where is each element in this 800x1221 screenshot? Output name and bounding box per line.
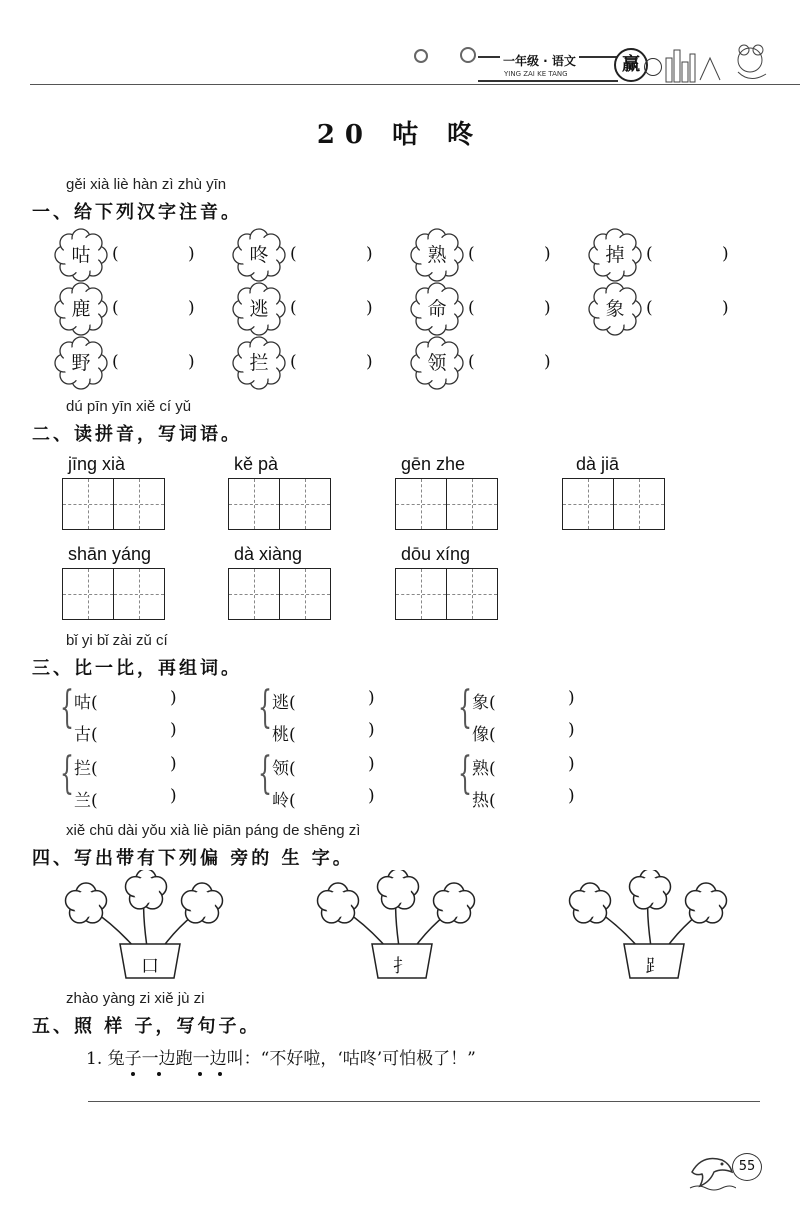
pinyin-answer-blank[interactable] bbox=[300, 352, 366, 374]
header-grade: 一年级 · 语文 bbox=[500, 52, 579, 69]
tianzige-box[interactable] bbox=[113, 568, 165, 620]
dolphin-icon bbox=[688, 1150, 736, 1192]
word-pinyin: shān yáng bbox=[68, 544, 152, 564]
compare-paren-close: ) bbox=[368, 754, 375, 774]
section1-pinyin: gěi xià liè hàn zì zhù yīn bbox=[66, 176, 227, 193]
answer-paren-close: ) bbox=[722, 298, 729, 318]
flower-char-label: 咕 bbox=[71, 244, 91, 266]
flower-char-label: 逃 bbox=[249, 298, 269, 320]
flower-char bbox=[54, 336, 108, 390]
section3-pinyin: bǐ yi bǐ zài zǔ cí bbox=[66, 632, 168, 649]
compare-paren-close: ) bbox=[568, 688, 575, 708]
compare-paren-close: ) bbox=[170, 786, 177, 806]
compare-char: 古( bbox=[74, 725, 98, 745]
flowerpot bbox=[314, 870, 484, 986]
header-win-badge: 赢 bbox=[614, 48, 648, 82]
tianzige-box[interactable] bbox=[113, 478, 165, 530]
answer-paren-open: ( bbox=[112, 244, 119, 264]
compare-paren-close: ) bbox=[368, 720, 375, 740]
word-pinyin: gēn zhe bbox=[401, 454, 466, 474]
page-number: 55 bbox=[732, 1153, 762, 1181]
compare-char: 兰( bbox=[74, 791, 98, 811]
section5-heading: 五、照 样 子，写句子。 bbox=[32, 1016, 261, 1037]
compare-brace: { bbox=[60, 682, 74, 733]
section1-heading: 一、给下列汉字注音。 bbox=[32, 202, 242, 223]
flower-char-label: 拦 bbox=[249, 352, 269, 374]
emphasis-dot bbox=[131, 1072, 135, 1076]
word-answer-blank[interactable] bbox=[504, 688, 566, 710]
answer-paren-open: ( bbox=[112, 298, 119, 318]
word-answer-blank[interactable] bbox=[504, 786, 566, 808]
compare-paren-close: ) bbox=[368, 786, 375, 806]
tianzige-box[interactable] bbox=[228, 568, 280, 620]
compare-paren-close: ) bbox=[568, 786, 575, 806]
flower-char-label: 鹿 bbox=[71, 298, 91, 320]
header-rule bbox=[30, 84, 800, 85]
tianzige-box[interactable] bbox=[228, 478, 280, 530]
answer-paren-open: ( bbox=[290, 298, 297, 318]
flower-char-label: 象 bbox=[605, 298, 625, 320]
flower-char bbox=[410, 228, 464, 282]
compare-char: 岭( bbox=[272, 791, 296, 811]
compare-char: 逃( bbox=[272, 693, 296, 713]
word-answer-blank[interactable] bbox=[106, 720, 168, 742]
section2-heading: 二、读拼音，写词语。 bbox=[32, 424, 242, 445]
compare-brace: { bbox=[458, 748, 472, 799]
compare-char: 拦( bbox=[74, 759, 98, 779]
answer-paren-open: ( bbox=[290, 244, 297, 264]
flower-char bbox=[54, 228, 108, 282]
word-answer-blank[interactable] bbox=[304, 754, 366, 776]
compare-char: 领( bbox=[272, 759, 296, 779]
compare-paren-close: ) bbox=[568, 754, 575, 774]
flower-char bbox=[232, 228, 286, 282]
section4-pinyin: xiě chū dài yǒu xià liè piān páng de shēng zì bbox=[66, 822, 361, 839]
answer-paren-open: ( bbox=[468, 352, 475, 372]
tianzige-box[interactable] bbox=[395, 568, 447, 620]
flower-char-label: 野 bbox=[71, 352, 91, 374]
answer-paren-open: ( bbox=[290, 352, 297, 372]
flower-char bbox=[54, 282, 108, 336]
tianzige-box[interactable] bbox=[279, 568, 331, 620]
section3-heading: 三、比一比，再组词。 bbox=[32, 658, 242, 679]
soccer-ball-icon bbox=[644, 58, 662, 76]
compare-paren-close: ) bbox=[368, 688, 375, 708]
pinyin-answer-blank[interactable] bbox=[300, 298, 366, 320]
flower-char-label: 咚 bbox=[249, 244, 269, 266]
word-pinyin: kě pà bbox=[234, 454, 279, 474]
word-pinyin: jīng xià bbox=[68, 454, 126, 474]
flowerpot bbox=[62, 870, 232, 986]
emphasis-dot bbox=[157, 1072, 161, 1076]
pinyin-answer-blank[interactable] bbox=[300, 244, 366, 266]
answer-paren-open: ( bbox=[468, 298, 475, 318]
tianzige-box[interactable] bbox=[562, 478, 614, 530]
word-answer-blank[interactable] bbox=[504, 720, 566, 742]
emphasis-dot bbox=[198, 1072, 202, 1076]
word-pinyin: dōu xíng bbox=[401, 544, 471, 564]
tianzige-box[interactable] bbox=[62, 568, 114, 620]
answer-paren-close: ) bbox=[722, 244, 729, 264]
flower-char bbox=[232, 282, 286, 336]
flower-char-label: 掉 bbox=[605, 244, 625, 266]
compare-char: 热( bbox=[472, 791, 496, 811]
compare-brace: { bbox=[60, 748, 74, 799]
header-dot-icon bbox=[460, 47, 476, 63]
pinyin-answer-blank[interactable] bbox=[478, 352, 544, 374]
answer-paren-open: ( bbox=[468, 244, 475, 264]
pinyin-answer-blank[interactable] bbox=[656, 244, 722, 266]
answer-paren-close: ) bbox=[188, 298, 195, 318]
flower-char bbox=[232, 336, 286, 390]
word-answer-blank[interactable] bbox=[304, 786, 366, 808]
word-answer-blank[interactable] bbox=[304, 688, 366, 710]
header-dot-icon bbox=[414, 49, 428, 63]
flower-char-label: 熟 bbox=[427, 244, 447, 266]
compare-char: 像( bbox=[472, 725, 496, 745]
word-pinyin: dà jiā bbox=[576, 454, 620, 474]
compare-char: 咕( bbox=[74, 693, 98, 713]
answer-paren-close: ) bbox=[366, 352, 373, 372]
compare-paren-close: ) bbox=[170, 688, 177, 708]
section5-pinyin: zhào yàng zi xiě jù zi bbox=[66, 990, 205, 1007]
tianzige-box[interactable] bbox=[62, 478, 114, 530]
compare-char: 象( bbox=[472, 693, 496, 713]
answer-paren-close: ) bbox=[544, 298, 551, 318]
compare-paren-close: ) bbox=[568, 720, 575, 740]
lesson-title: 20 咕 咚 bbox=[316, 120, 484, 150]
word-answer-blank[interactable] bbox=[106, 754, 168, 776]
flowerpot bbox=[566, 870, 736, 986]
flower-char bbox=[588, 228, 642, 282]
emphasis-dot bbox=[218, 1072, 222, 1076]
compare-brace: { bbox=[258, 748, 272, 799]
compare-char: 桃( bbox=[272, 725, 296, 745]
answer-paren-close: ) bbox=[366, 298, 373, 318]
word-answer-blank[interactable] bbox=[304, 720, 366, 742]
compare-brace: { bbox=[458, 682, 472, 733]
answer-paren-close: ) bbox=[188, 352, 195, 372]
tianzige-box[interactable] bbox=[279, 478, 331, 530]
radical-label: 扌 bbox=[393, 956, 411, 977]
radical-label: ⻊ bbox=[645, 956, 663, 977]
pinyin-answer-blank[interactable] bbox=[656, 298, 722, 320]
word-answer-blank[interactable] bbox=[106, 688, 168, 710]
answer-paren-close: ) bbox=[544, 244, 551, 264]
flower-char bbox=[588, 282, 642, 336]
header-subtitle: YING ZAI KE TANG bbox=[504, 70, 568, 78]
compare-paren-close: ) bbox=[170, 720, 177, 740]
footer-rule bbox=[88, 1101, 760, 1102]
flower-char bbox=[410, 336, 464, 390]
answer-paren-open: ( bbox=[646, 298, 653, 318]
compare-char: 熟( bbox=[472, 759, 496, 779]
tianzige-box[interactable] bbox=[395, 478, 447, 530]
tianzige-box[interactable] bbox=[613, 478, 665, 530]
flower-char-label: 命 bbox=[427, 298, 447, 320]
flower-char-label: 领 bbox=[427, 352, 447, 374]
pinyin-answer-blank[interactable] bbox=[122, 352, 188, 374]
word-answer-blank[interactable] bbox=[504, 754, 566, 776]
header-decoration-icon bbox=[662, 40, 782, 84]
pinyin-answer-blank[interactable] bbox=[478, 244, 544, 266]
tianzige-box[interactable] bbox=[446, 478, 498, 530]
flower-char bbox=[410, 282, 464, 336]
answer-paren-open: ( bbox=[112, 352, 119, 372]
compare-paren-close: ) bbox=[170, 754, 177, 774]
section4-heading: 四、写出带有下列偏 旁的 生 字。 bbox=[32, 848, 354, 869]
word-answer-blank[interactable] bbox=[106, 786, 168, 808]
radical-label: 口 bbox=[141, 956, 159, 977]
pinyin-answer-blank[interactable] bbox=[478, 298, 544, 320]
answer-paren-close: ) bbox=[188, 244, 195, 264]
pinyin-answer-blank[interactable] bbox=[122, 244, 188, 266]
answer-paren-close: ) bbox=[544, 352, 551, 372]
pinyin-answer-blank[interactable] bbox=[122, 298, 188, 320]
answer-paren-open: ( bbox=[646, 244, 653, 264]
answer-paren-close: ) bbox=[366, 244, 373, 264]
section2-pinyin: dú pīn yīn xiě cí yǔ bbox=[66, 398, 192, 415]
word-pinyin: dà xiàng bbox=[234, 544, 303, 564]
example-sentence: 1. 兔子一边跑一边叫：“不好啦，‘咕咚’可怕极了！” bbox=[86, 1049, 476, 1069]
compare-brace: { bbox=[258, 682, 272, 733]
tianzige-box[interactable] bbox=[446, 568, 498, 620]
